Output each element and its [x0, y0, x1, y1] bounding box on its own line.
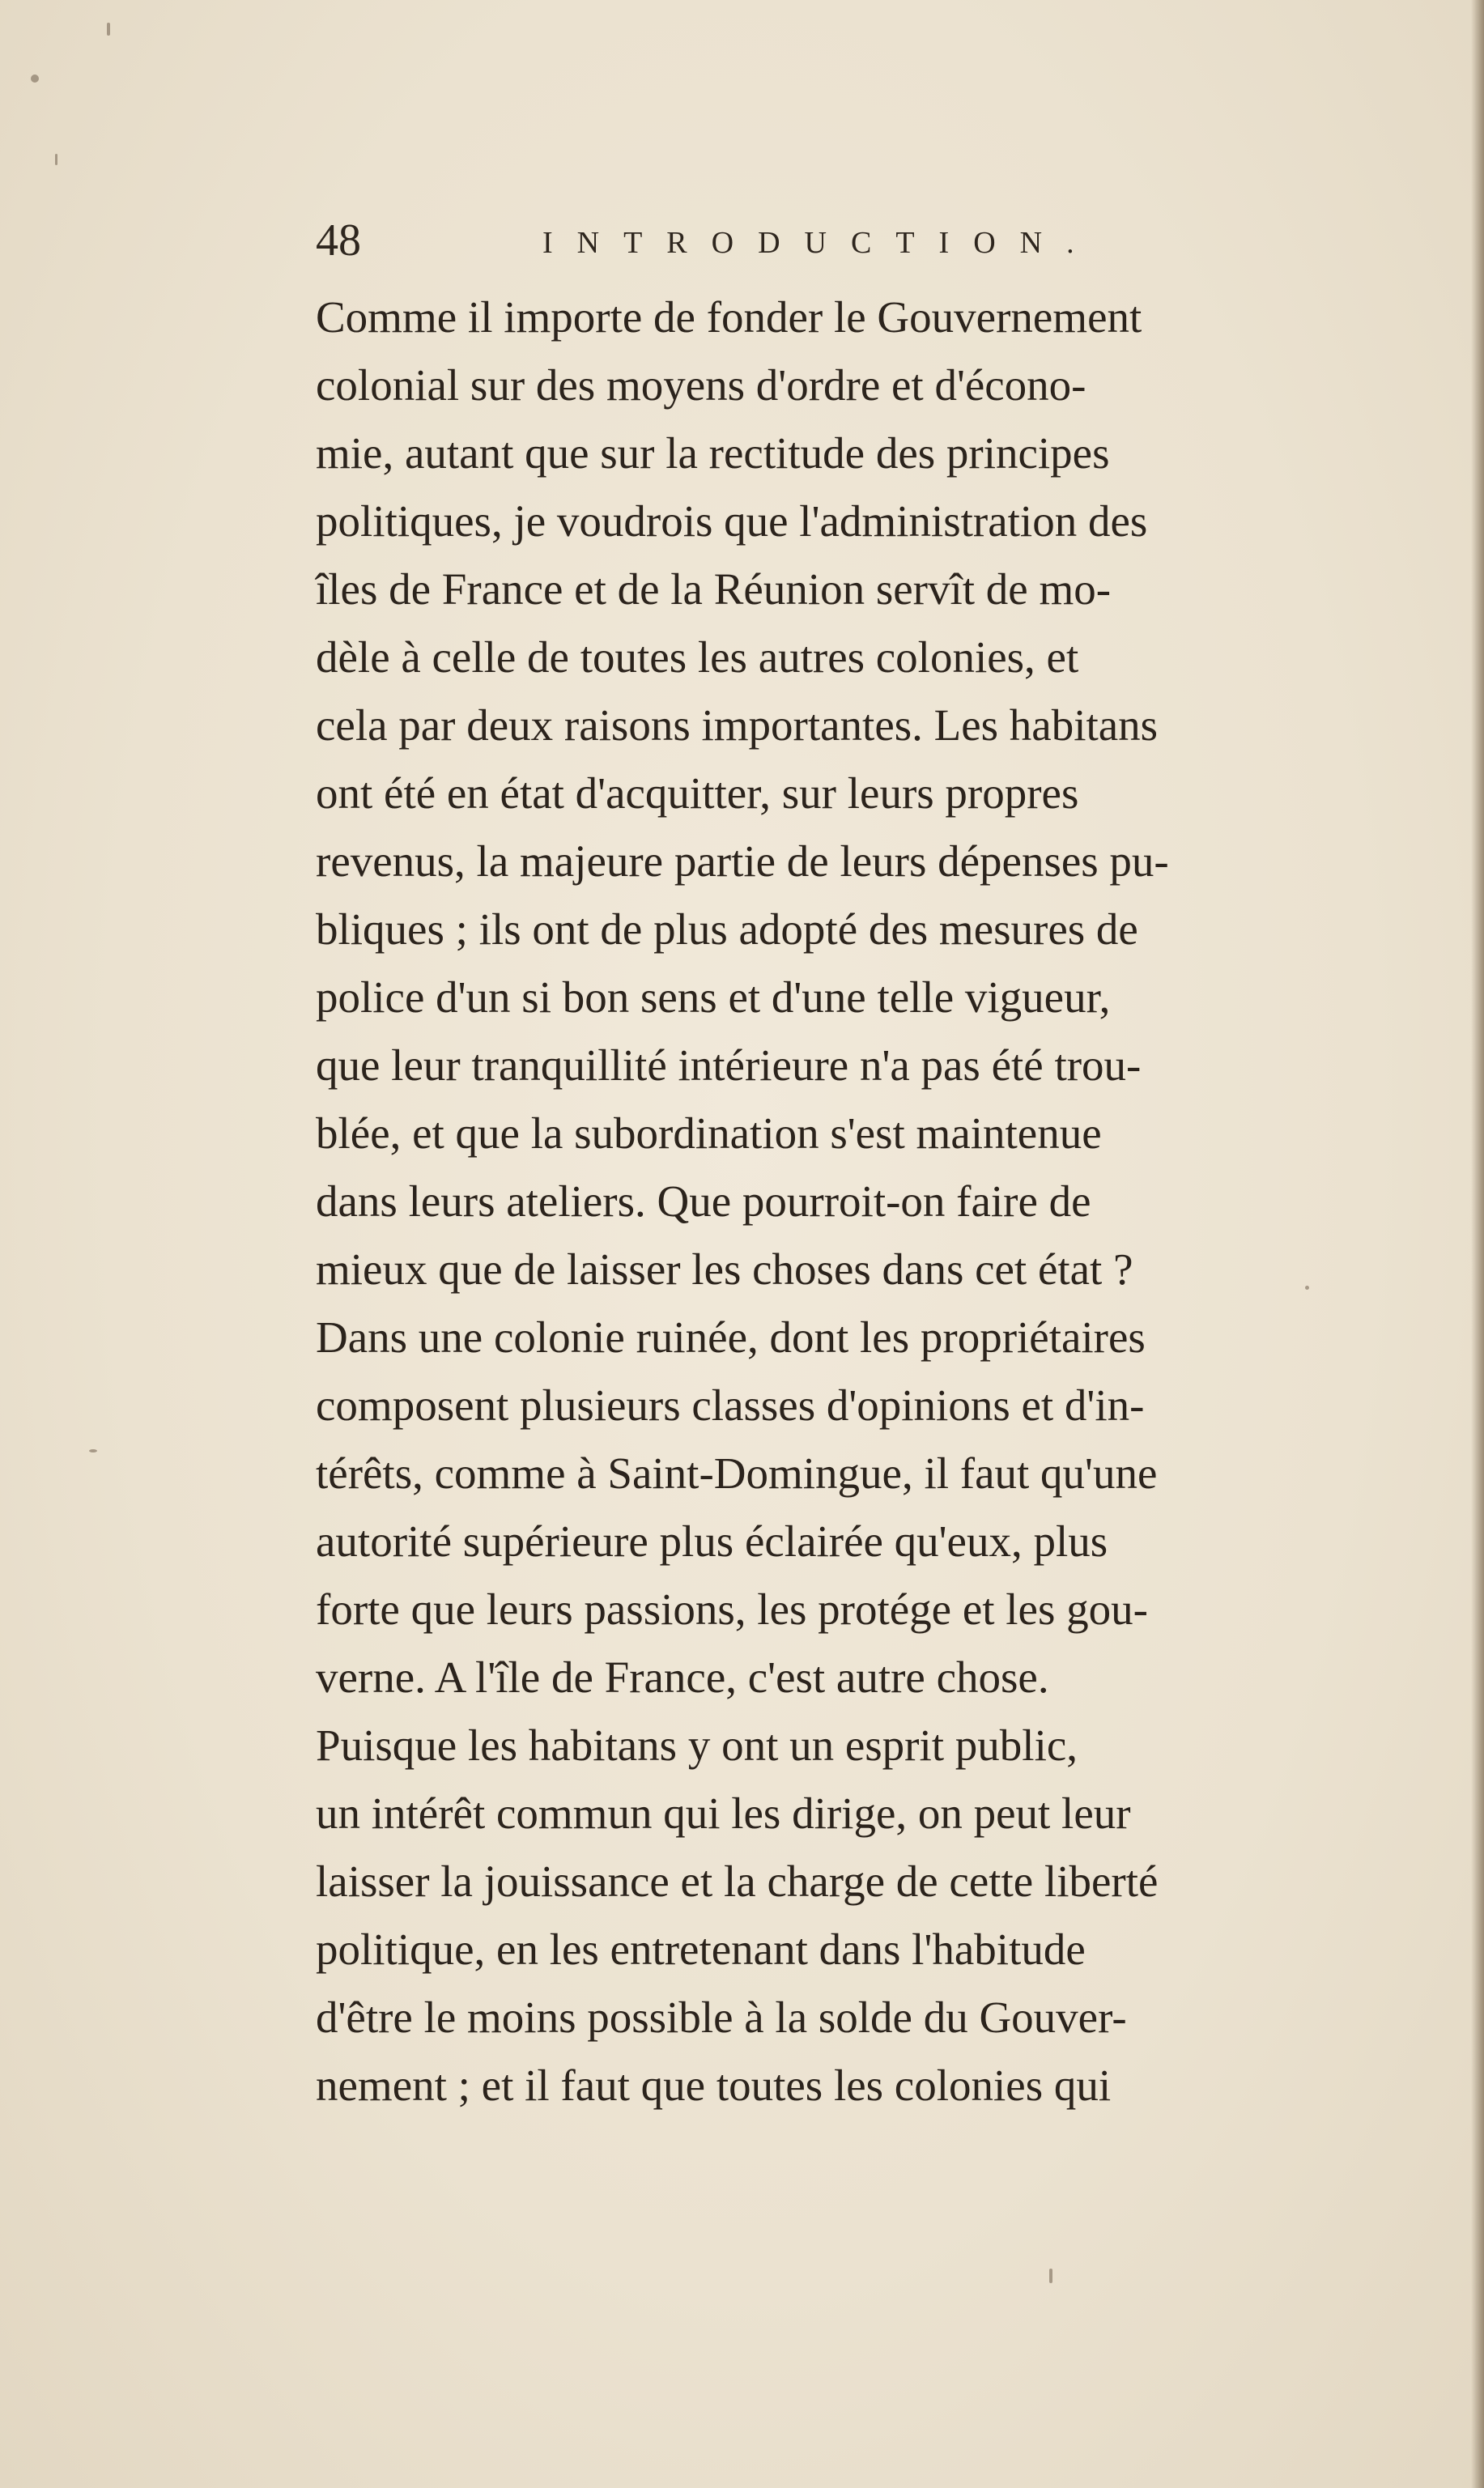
running-head: INTRODUCTION.	[542, 226, 1099, 260]
text-line: autorité supérieure plus éclairée qu'eux, plus	[316, 1516, 1108, 1566]
text-line: police d'un si bon sens et d'une telle vigueur,	[316, 972, 1111, 1022]
page-edge-shadow	[1471, 0, 1484, 2488]
page-header	[316, 212, 1198, 269]
text-line: que leur tranquillité intérieure n'a pas été trou-	[316, 1040, 1142, 1090]
paper-speck	[107, 23, 110, 36]
text-line: mieux que de laisser les choses dans cet état ?	[316, 1244, 1133, 1294]
text-line: Comme il importe de fonder le Gouvernement	[316, 292, 1142, 342]
text-line: mie, autant que sur la rectitude des principes	[316, 428, 1110, 478]
text-line: d'être le moins possible à la solde du Gouver-	[316, 1993, 1127, 2042]
text-line: Dans une colonie ruinée, dont les propriétaires	[316, 1312, 1146, 1362]
text-line: forte que leurs passions, les protége et les gou-	[316, 1584, 1148, 1634]
text-line: bliques ; ils ont de plus adopté des mesures de	[316, 904, 1138, 954]
text-line: blée, et que la subordination s'est maintenue	[316, 1108, 1102, 1158]
text-line: colonial sur des moyens d'ordre et d'écono-	[316, 360, 1086, 410]
paper-speck	[1049, 2269, 1052, 2283]
paper-speck	[55, 154, 57, 165]
text-line: politiques, je voudrois que l'administration des	[316, 496, 1148, 546]
text-line: nement ; et il faut que toutes les colonies qui	[316, 2061, 1112, 2110]
text-line: composent plusieurs classes d'opinions et d'in-	[316, 1380, 1145, 1430]
body-text	[316, 283, 1417, 2120]
text-line: cela par deux raisons importantes. Les habitans	[316, 700, 1159, 750]
paper-speck	[31, 74, 39, 83]
text-line: politique, en les entretenant dans l'habitude	[316, 1924, 1086, 1974]
text-line: verne. A l'île de France, c'est autre chose.	[316, 1652, 1049, 1702]
text-line: Puisque les habitans y ont un esprit public,	[316, 1720, 1078, 1770]
text-line: revenus, la majeure partie de leurs dépenses pu-	[316, 836, 1169, 886]
text-line: un intérêt commun qui les dirige, on peut leur	[316, 1788, 1131, 1838]
text-line: dans leurs ateliers. Que pourroit-on faire de	[316, 1176, 1091, 1226]
text-line: laisser la jouissance et la charge de cette liberté	[316, 1856, 1159, 1906]
paper-speck	[89, 1449, 97, 1452]
text-line: ont été en état d'acquitter, sur leurs propres	[316, 768, 1079, 818]
text-line: térêts, comme à Saint-Domingue, il faut qu'une	[316, 1448, 1158, 1498]
page-number: 48	[316, 215, 361, 266]
text-line: dèle à celle de toutes les autres colonies, et	[316, 632, 1079, 682]
text-line: îles de France et de la Réunion servît de mo-	[316, 564, 1112, 614]
